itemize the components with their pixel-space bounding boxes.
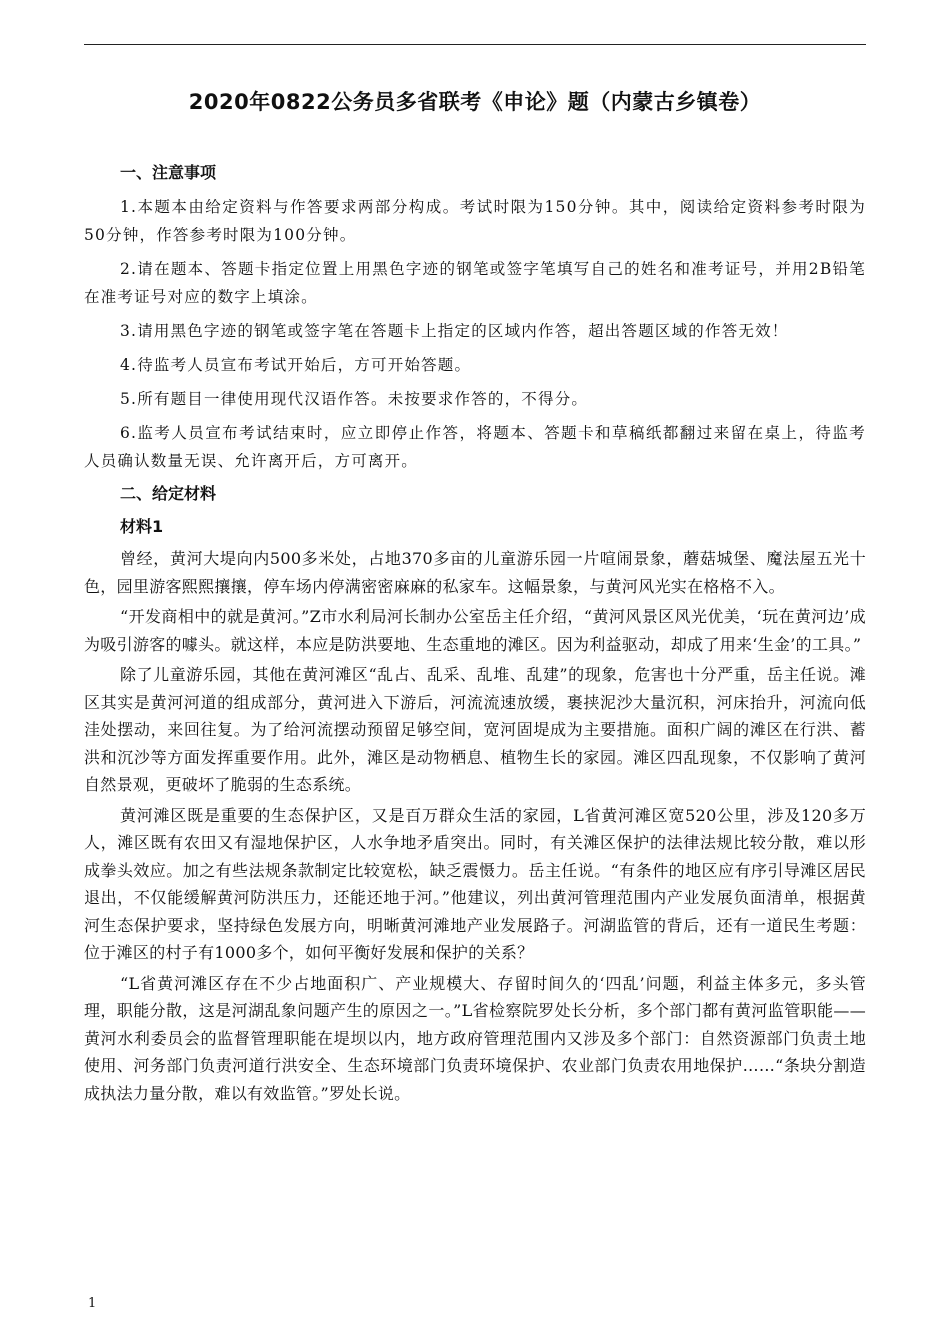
notice-item: 3.请用黑色字迹的钢笔或签字笔在答题卡上指定的区域内作答，超出答题区域的作答无效！ (120, 322, 789, 340)
material-title: 材料1 (120, 517, 164, 536)
material-paragraph: “开发商相中的就是黄河。”Z市水利局河长制办公室岳主任介绍，“黄河风景区风光优美，‘玩在黄河边’成为吸引游客的噱头。就这样，本应是防洪要地、生态重地的滩区。因为利益驱动，却成了用来‘生金’的工具。” (84, 607, 866, 654)
section-heading-materials: 二、给定材料 (120, 484, 217, 503)
document-title: 2020年0822公务员多省联考《申论》题（内蒙古乡镇卷） (188, 90, 762, 114)
material-paragraph: 曾经，黄河大堤向内500多米处，占地370多亩的儿童游乐园一片喧闹景象，蘑菇城堡、魔法屋五光十色，园里游客熙熙攘攘，停车场内停满密密麻麻的私家车。这幅景象，与黄河风光实在格格不入。 (84, 549, 866, 596)
notice-item: 5.所有题目一律使用现代汉语作答。未按要求作答的，不得分。 (120, 390, 589, 408)
notice-item: 6.监考人员宣布考试结束时，应立即停止作答，将题本、答题卡和草稿纸都翻过来留在桌上，待监考人员确认数量无误、允许离开后，方可离开。 (84, 424, 866, 470)
page-number: 1 (88, 1296, 97, 1311)
material-paragraph: “L省黄河滩区存在不少占地面积广、产业规模大、存留时间久的‘四乱’问题，利益主体多元，多头管理，职能分散，这是河湖乱象问题产生的原因之一。”L省检察院罗处长分析，多个部门都有黄河监管职能——黄河水利委员会的监督管理职能在堤坝以内，地方政府管理范围内又涉及多个部门：自然资源部门负责土地使用、河务部门负责河道行洪安全、生态环境部门负责环境保护、农业部门负责农用地保护……“条块分割造成执法力量分散，难以有效监管。”罗处长说。 (84, 973, 866, 1103)
document-body (84, 86, 866, 1110)
notice-item: 4.待监考人员宣布考试开始后，方可开始答题。 (120, 356, 472, 374)
notice-item: 2.请在题本、答题卡指定位置上用黑色字迹的钢笔或签字笔填写自己的姓名和准考证号，并用2B铅笔在准考证号对应的数字上填涂。 (84, 260, 866, 306)
material-paragraph: 除了儿童游乐园，其他在黄河滩区“乱占、乱采、乱堆、乱建”的现象，危害也十分严重，岳主任说。滩区其实是黄河河道的组成部分，黄河进入下游后，河流流速放缓，裹挟泥沙大量沉积，河床抬升，河流向低洼处摆动，来回往复。为了给河流摆动预留足够空间，宽河固堤成为主要措施。面积广阔的滩区在行洪、蓄洪和沉沙等方面发挥重要作用。此外，滩区是动物栖息、植物生长的家园。滩区四乱现象，不仅影响了黄河自然景观，更破坏了脆弱的生态系统。 (84, 665, 866, 794)
notice-item: 1.本题本由给定资料与作答要求两部分构成。考试时限为150分钟。其中，阅读给定资料参考时限为50分钟，作答参考时限为100分钟。 (84, 198, 866, 244)
section-heading-notices: 一、注意事项 (120, 163, 217, 182)
material-paragraph: 黄河滩区既是重要的生态保护区，又是百万群众生活的家园，L省黄河滩区宽520公里，涉及120多万人，滩区既有农田又有湿地保护区，人水争地矛盾突出。同时，有关滩区保护的法律法规比较分散，难以形成拳头效应。加之有些法规条款制定比较宽松，缺乏震慑力。岳主任说。“有条件的地区应有序引导滩区居民退出，不仅能缓解黄河防洪压力，还能还地于河。”他建议，列出黄河管理范围内产业发展负面清单，根据黄河生态保护要求，坚持绿色发展方向，明晰黄河滩地产业发展路子。河湖监管的背后，还有一道民生考题：位于滩区的村子有1000多个，如何平衡好发展和保护的关系？ (84, 805, 866, 962)
header-rule (84, 44, 866, 45)
